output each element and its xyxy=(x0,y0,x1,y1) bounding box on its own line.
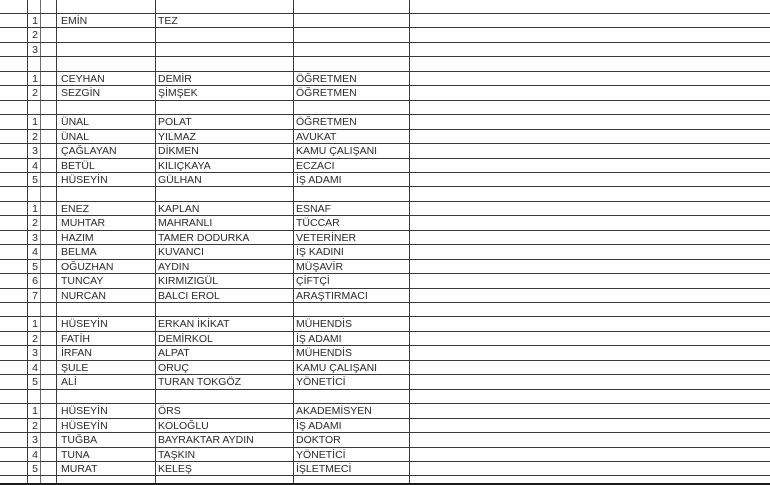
table-row xyxy=(0,317,770,331)
table-row xyxy=(0,289,770,303)
table-row xyxy=(0,72,770,86)
surname-cell[interactable]: KUVANCI xyxy=(158,246,204,259)
row-number-cell[interactable]: 2 xyxy=(32,217,38,230)
occupation-cell[interactable] xyxy=(295,43,407,57)
first-name-cell[interactable]: EMİN xyxy=(61,15,88,27)
table-row xyxy=(0,202,770,216)
first-name-cell[interactable]: HÜSEYİN xyxy=(61,405,108,418)
surname-cell[interactable]: GÜLHAN xyxy=(158,173,202,186)
row-number-cell[interactable] xyxy=(29,390,38,404)
table-row xyxy=(0,216,770,230)
surname-cell[interactable]: TURAN TOKGÖZ xyxy=(158,376,242,389)
occupation-cell[interactable] xyxy=(295,28,407,42)
row-number-cell[interactable]: 3 xyxy=(32,145,38,158)
first-name-cell[interactable]: ALİ xyxy=(61,376,77,389)
first-name-cell[interactable]: HÜSEYİN xyxy=(61,318,108,331)
row-number-cell[interactable]: 4 xyxy=(32,361,38,374)
table-row xyxy=(0,448,770,462)
surname-cell[interactable] xyxy=(157,43,292,57)
occupation-cell[interactable]: İŞ ADAMI xyxy=(296,332,342,345)
first-name-cell[interactable]: MURAT xyxy=(61,462,98,475)
first-name-cell[interactable] xyxy=(60,303,154,317)
occupation-cell[interactable] xyxy=(295,303,407,317)
table-row xyxy=(0,260,770,274)
first-name-cell[interactable]: BETÜL xyxy=(61,159,95,172)
occupation-cell[interactable] xyxy=(295,14,407,28)
first-name-cell[interactable] xyxy=(60,43,154,57)
surname-cell[interactable]: DİKMEN xyxy=(158,145,199,158)
occupation-cell[interactable]: YÖNETİCİ xyxy=(296,376,346,389)
first-name-cell[interactable]: ŞULE xyxy=(61,361,89,374)
table-row xyxy=(0,86,770,100)
surname-cell[interactable]: YILMAZ xyxy=(158,130,196,143)
first-name-cell[interactable]: FATİH xyxy=(61,332,90,345)
table-row xyxy=(0,115,770,129)
row-number-cell[interactable]: 4 xyxy=(32,448,38,461)
surname-cell[interactable]: DEMİR xyxy=(158,72,192,85)
first-name-cell[interactable]: HAZIM xyxy=(61,231,94,244)
row-number-cell[interactable]: 1 xyxy=(32,116,38,129)
occupation-cell[interactable]: ÖĞRETMEN xyxy=(296,116,357,129)
surname-cell[interactable] xyxy=(157,28,292,42)
row-number-cell[interactable]: 2 xyxy=(32,87,38,100)
row-number-cell[interactable]: 2 xyxy=(32,130,38,143)
first-name-cell[interactable]: BELMA xyxy=(61,246,97,259)
row-number-cell[interactable]: 6 xyxy=(32,275,38,288)
row-number-cell[interactable] xyxy=(29,101,38,115)
first-name-cell[interactable]: HÜSEYİN xyxy=(61,419,108,432)
first-name-cell[interactable] xyxy=(60,28,154,42)
occupation-cell[interactable]: AKADEMİSYEN xyxy=(296,405,372,418)
first-name-cell[interactable]: ENEZ xyxy=(61,202,90,215)
surname-cell[interactable]: TEZ xyxy=(158,15,178,27)
table-row xyxy=(0,390,770,404)
table-row xyxy=(0,173,770,187)
occupation-cell[interactable]: MÜŞAVİR xyxy=(296,260,344,273)
table-row xyxy=(0,159,770,173)
surname-cell[interactable]: ORUÇ xyxy=(158,361,189,374)
occupation-cell[interactable]: İŞLETMECİ xyxy=(296,462,352,475)
occupation-cell[interactable] xyxy=(295,390,407,404)
occupation-cell[interactable]: MÜHENDİS xyxy=(296,347,353,360)
table-row xyxy=(0,274,770,288)
row-number-cell[interactable] xyxy=(29,187,38,201)
first-name-cell[interactable] xyxy=(60,390,154,404)
row-number-cell[interactable]: 4 xyxy=(32,246,38,259)
surname-cell[interactable] xyxy=(157,303,292,317)
row-number-cell[interactable] xyxy=(29,57,38,71)
first-name-cell[interactable] xyxy=(60,187,154,201)
surname-cell[interactable]: MAHRANLI xyxy=(158,217,213,230)
first-name-cell[interactable]: HÜSEYİN xyxy=(61,173,108,186)
surname-cell[interactable]: KOLOĞLU xyxy=(158,419,209,432)
table-row xyxy=(0,28,770,42)
first-name-cell[interactable]: TUĞBA xyxy=(61,434,98,447)
surname-cell[interactable]: KAPLAN xyxy=(158,202,200,215)
occupation-cell[interactable]: İŞ ADAMI xyxy=(296,419,342,432)
surname-cell[interactable]: KIRMIZIGÜL xyxy=(158,275,219,288)
surname-cell[interactable]: ERKAN İKİKAT xyxy=(158,318,230,331)
row-number-cell[interactable]: 3 xyxy=(32,347,38,360)
table-row xyxy=(0,346,770,360)
occupation-cell[interactable] xyxy=(295,101,407,115)
surname-cell[interactable] xyxy=(157,57,292,71)
first-name-cell[interactable]: TUNA xyxy=(61,448,90,461)
first-name-cell[interactable]: ÇAĞLAYAN xyxy=(61,145,117,158)
row-number-cell[interactable] xyxy=(29,303,38,317)
occupation-cell[interactable]: DOKTOR xyxy=(296,434,341,447)
surname-cell[interactable] xyxy=(157,101,292,115)
table-row xyxy=(0,375,770,389)
first-name-cell[interactable]: NURCAN xyxy=(61,289,106,302)
occupation-cell[interactable]: MÜHENDİS xyxy=(296,318,353,331)
surname-cell[interactable]: TAŞKIN xyxy=(158,448,196,461)
surname-cell[interactable]: ALPAT xyxy=(158,347,190,360)
row-number-cell[interactable]: 7 xyxy=(32,289,38,302)
row-number-cell[interactable]: 1 xyxy=(32,318,38,331)
occupation-cell[interactable] xyxy=(295,57,407,71)
surname-cell[interactable]: BALCI EROL xyxy=(158,289,220,302)
table-row xyxy=(0,361,770,375)
surname-cell[interactable]: ÖRS xyxy=(158,405,181,418)
occupation-cell[interactable]: KAMU ÇALIŞANI xyxy=(296,361,378,374)
occupation-cell[interactable]: KAMU ÇALIŞANI xyxy=(296,145,378,158)
table-row xyxy=(0,462,770,476)
occupation-cell[interactable]: İŞ ADAMI xyxy=(296,173,342,186)
row-number-cell[interactable]: 1 xyxy=(32,405,38,418)
first-name-cell[interactable] xyxy=(60,101,154,115)
table-row xyxy=(0,43,770,57)
occupation-cell[interactable]: ARAŞTIRMACI xyxy=(296,289,368,302)
row-number-cell[interactable]: 2 xyxy=(32,29,38,42)
row-number-cell[interactable]: 5 xyxy=(32,173,38,186)
occupation-cell[interactable]: ÖĞRETMEN xyxy=(296,72,357,85)
occupation-cell[interactable]: ECZACI xyxy=(296,159,335,172)
row-number-cell[interactable]: 5 xyxy=(32,462,38,475)
table-row xyxy=(0,419,770,433)
occupation-cell[interactable]: ÖĞRETMEN xyxy=(296,87,357,100)
row-number-cell[interactable]: 3 xyxy=(32,434,38,447)
occupation-cell[interactable]: YÖNETİCİ xyxy=(296,448,346,461)
surname-cell[interactable] xyxy=(157,187,292,201)
table-row xyxy=(0,14,770,28)
row-number-cell[interactable]: 2 xyxy=(32,419,38,432)
table-row xyxy=(0,433,770,447)
occupation-cell[interactable] xyxy=(295,187,407,201)
row-number-cell[interactable]: 4 xyxy=(32,159,38,172)
occupation-cell[interactable]: ESNAF xyxy=(296,202,332,215)
surname-cell[interactable]: AYDIN xyxy=(158,260,190,273)
row-number-cell[interactable]: 1 xyxy=(32,202,38,215)
table-row xyxy=(0,57,770,71)
first-name-cell[interactable] xyxy=(60,57,154,71)
table-row xyxy=(0,245,770,259)
row-number-cell[interactable]: 1 xyxy=(32,72,38,85)
surname-cell[interactable]: DEMİRKOL xyxy=(158,332,213,345)
surname-cell[interactable]: KELEŞ xyxy=(158,462,192,475)
first-name-cell[interactable]: SEZGİN xyxy=(61,87,101,100)
surname-cell[interactable]: POLAT xyxy=(158,116,192,129)
surname-cell[interactable]: ŞİMŞEK xyxy=(158,87,198,100)
occupation-cell[interactable]: ÇİFTÇİ xyxy=(296,275,330,288)
table-row xyxy=(0,303,770,317)
table-row xyxy=(0,231,770,245)
row-number-cell[interactable]: 3 xyxy=(32,231,38,244)
first-name-cell[interactable]: ÜNAL xyxy=(61,130,90,143)
occupation-cell[interactable]: TÜCCAR xyxy=(296,217,340,230)
row-number-cell[interactable]: 5 xyxy=(32,260,38,273)
surname-cell[interactable]: KILIÇKAYA xyxy=(158,159,211,172)
row-number-cell[interactable]: 1 xyxy=(32,15,38,27)
table-row xyxy=(0,130,770,144)
row-number-cell[interactable]: 5 xyxy=(32,376,38,389)
row-number-cell[interactable]: 3 xyxy=(32,43,38,56)
surname-cell[interactable]: TAMER DODURKA xyxy=(158,231,250,244)
first-name-cell[interactable]: ÜNAL xyxy=(61,116,90,129)
occupation-cell[interactable]: AVUKAT xyxy=(296,130,337,143)
first-name-cell[interactable]: MUHTAR xyxy=(61,217,106,230)
table-row xyxy=(0,332,770,346)
surname-cell[interactable]: BAYRAKTAR AYDIN xyxy=(158,434,254,447)
first-name-cell[interactable]: OĞUZHAN xyxy=(61,260,114,273)
occupation-cell[interactable]: İŞ KADINI xyxy=(296,246,344,259)
first-name-cell[interactable]: İRFAN xyxy=(61,347,92,360)
table-row xyxy=(0,101,770,115)
table-row xyxy=(0,187,770,201)
table-row xyxy=(0,404,770,418)
occupation-cell[interactable]: VETERİNER xyxy=(296,231,357,244)
first-name-cell[interactable]: TUNCAY xyxy=(61,275,104,288)
surname-cell[interactable] xyxy=(157,390,292,404)
first-name-cell[interactable]: CEYHAN xyxy=(61,72,105,85)
table-row xyxy=(0,144,770,158)
row-number-cell[interactable]: 2 xyxy=(32,332,38,345)
